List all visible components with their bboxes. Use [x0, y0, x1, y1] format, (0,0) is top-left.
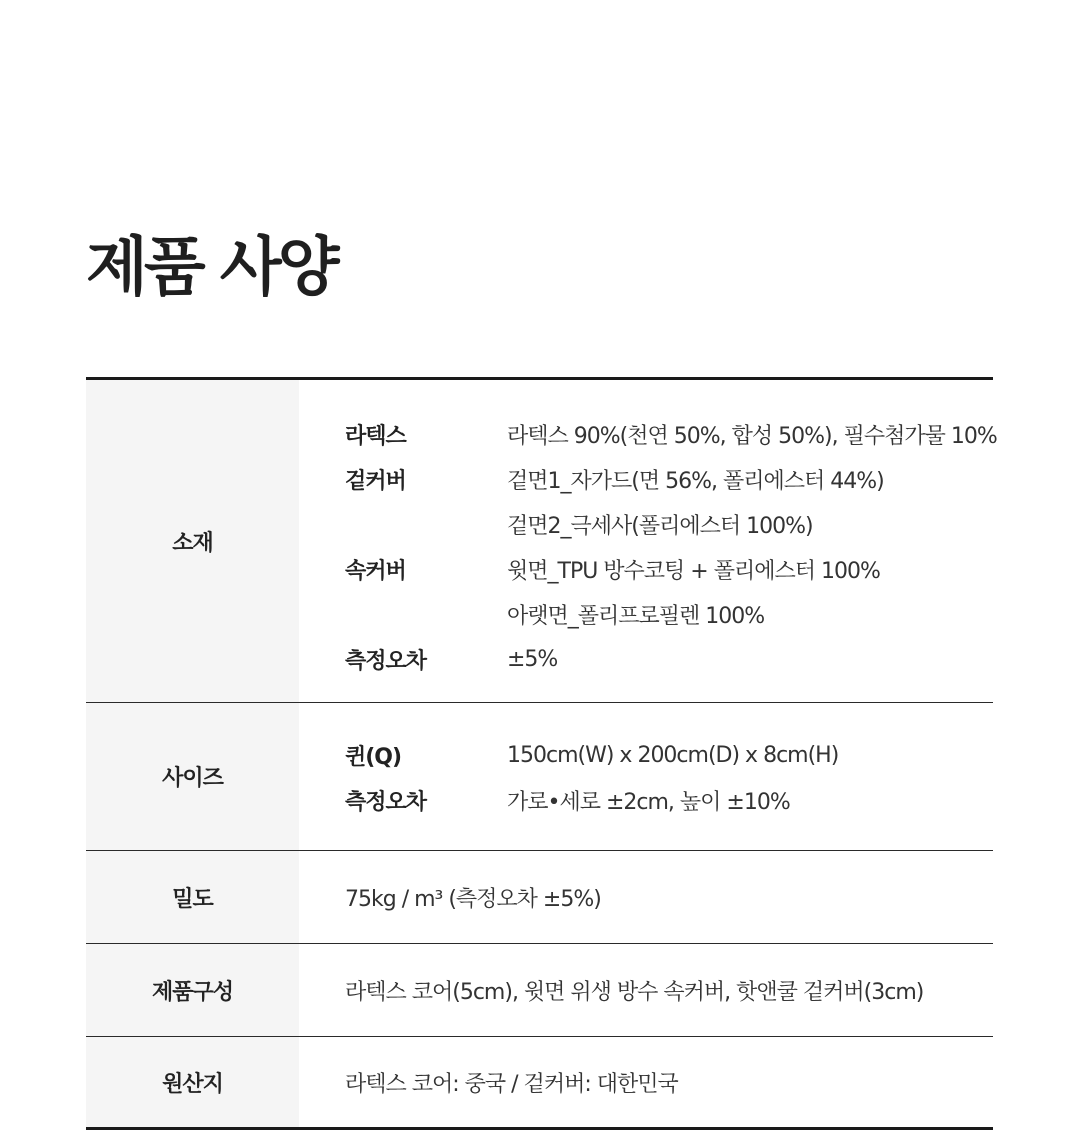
spec-key: 겉커버: [345, 469, 406, 494]
spec-value-density: 75kg / m³ (측정오차 ±5%): [345, 886, 601, 912]
spec-header-density: 밀도: [86, 851, 299, 943]
spec-line: [345, 412, 997, 457]
spec-key: 라텍스: [345, 424, 406, 449]
spec-key: 측정오차: [345, 649, 427, 674]
spec-line: [345, 637, 997, 682]
spec-line: [345, 457, 997, 502]
spec-line: [345, 592, 997, 637]
spec-value: 가로•세로 ±2cm, 높이 ±10%: [507, 790, 790, 815]
spec-line: [345, 547, 997, 592]
spec-body-material: [299, 380, 997, 702]
spec-header-material: 소재: [86, 380, 299, 702]
spec-table: [86, 377, 997, 1130]
spec-row-material: [86, 380, 997, 702]
spec-value: 150cm(W) x 200cm(D) x 8cm(H): [507, 743, 839, 768]
spec-line: [345, 502, 997, 547]
spec-header-size: 사이즈: [86, 703, 299, 850]
spec-value-composition: 라텍스 코어(5cm), 윗면 위생 방수 속커버, 핫앤쿨 겉커버(3cm): [345, 979, 924, 1005]
spec-header-composition: 제품구성: [86, 944, 299, 1036]
spec-value: 아랫면_폴리프로필렌 100%: [507, 604, 765, 629]
spec-line: [345, 733, 993, 778]
spec-row-density: [86, 850, 993, 943]
spec-row-origin: [86, 1036, 993, 1127]
spec-key: 측정오차: [345, 790, 427, 815]
spec-row-size: [86, 702, 993, 850]
spec-value-origin: 라텍스 코어: 중국 / 겉커버: 대한민국: [345, 1071, 678, 1097]
spec-row-composition: [86, 943, 993, 1036]
spec-value: 겉면2_극세사(폴리에스터 100%): [507, 514, 813, 539]
spec-body-size: [299, 703, 993, 850]
spec-value: 겉면1_자가드(면 56%, 폴리에스터 44%): [507, 469, 884, 494]
spec-value: 라텍스 90%(천연 50%, 합성 50%), 필수첨가물 10%: [507, 424, 997, 449]
page-title: 제품 사양: [86, 231, 336, 305]
spec-line: [345, 778, 993, 823]
spec-value: ±5%: [507, 647, 558, 672]
spec-key: 속커버: [345, 559, 406, 584]
spec-value: 윗면_TPU 방수코팅 + 폴리에스터 100%: [507, 559, 880, 584]
spec-key: 퀸(Q): [345, 745, 402, 770]
spec-header-origin: 원산지: [86, 1037, 299, 1127]
